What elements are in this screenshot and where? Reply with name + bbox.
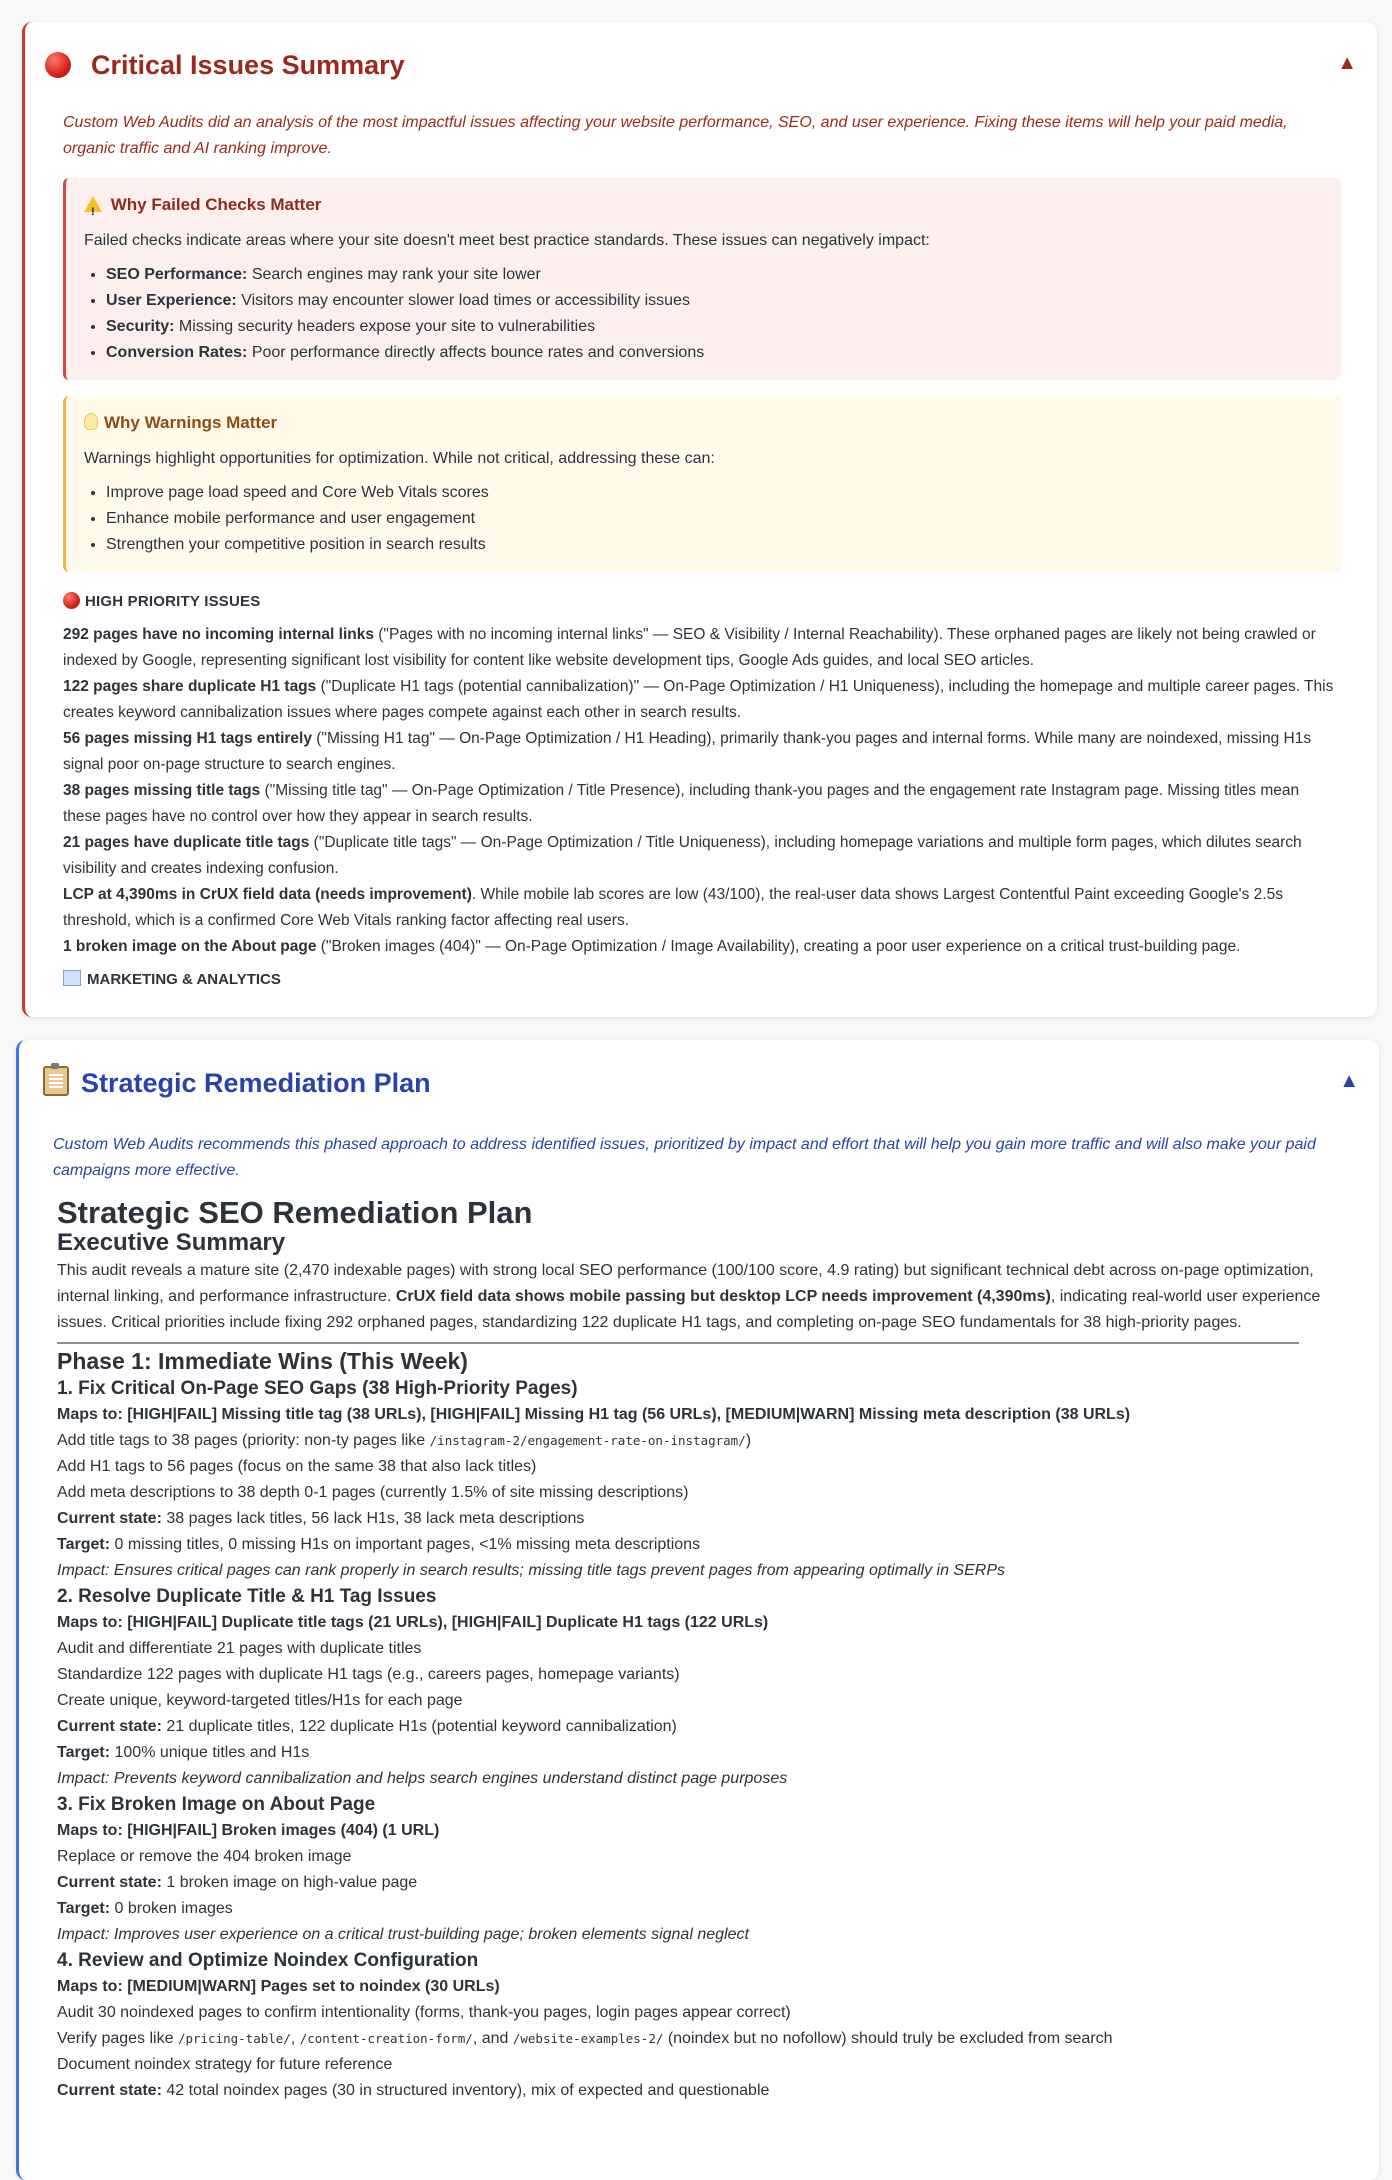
issue-detail: ("Duplicate title tags" — On-Page Optimization / Title Uniqueness), including homepage variations and multiple form pages, which dilutes search visibility and creates indexing confusion. <box>63 834 1302 877</box>
phase-1-heading: Phase 1: Immediate Wins (This Week) <box>57 1348 468 1374</box>
marketing-analytics-text: MARKETING & ANALYTICS <box>87 971 281 988</box>
action-line: Audit 30 noindexed pages to confirm intentionality (forms, thank-you pages, login pages appear correct) <box>57 2004 791 2021</box>
item-label: SEO Performance: <box>106 266 248 283</box>
action-line: Create unique, keyword-targeted titles/H1s for each page <box>57 1692 463 1709</box>
issue-headline: 1 broken image on the About page <box>63 938 317 955</box>
failed-checks-callout <box>63 178 1341 380</box>
item-text: Search engines may rank your site lower <box>251 266 541 283</box>
current-state <box>57 1714 1339 1740</box>
current-state-text: 21 duplicate titles, 122 duplicate H1s (potential keyword cannibalization) <box>161 1718 677 1735</box>
warnings-title: Why Warnings Matter <box>104 413 278 432</box>
issue-detail: ("Broken images (404)" — On-Page Optimization / Image Availability), creating a poor user experience on a critical trust-building page. <box>316 938 1241 955</box>
issue-headline: LCP at 4,390ms in CrUX field data (needs improvement) <box>63 886 472 903</box>
warnings-list <box>84 480 1323 558</box>
issue-item <box>63 934 1341 960</box>
url-code: /pricing-table/ <box>177 2031 291 2046</box>
action-line <box>57 2026 1339 2052</box>
critical-issues-title: Critical Issues Summary <box>91 50 405 80</box>
list-item <box>106 288 1323 314</box>
issue-item <box>63 882 1341 934</box>
maps-to: Maps to: [HIGH|FAIL] Broken images (404) (1 URL) <box>57 1822 440 1839</box>
list-item: • Improve page load speed and Core Web Vitals scores <box>106 480 1323 506</box>
step-3-heading: 3. Fix Broken Image on About Page <box>57 1794 376 1815</box>
current-state-text: 38 pages lack titles, 56 lack H1s, 38 lack meta descriptions <box>161 1510 585 1527</box>
item-text: Missing security headers expose your site to vulnerabilities <box>178 318 596 335</box>
current-state-label: Current state: <box>57 1874 162 1891</box>
action-line: Add H1 tags to 56 pages (focus on the same 38 that also lack titles) <box>57 1458 537 1475</box>
issue-detail: ("Missing title tag" — On-Page Optimization / Title Presence), including thank-you pages and the engagement rate Instagram page. Missing titles mean these pages have no control over how they appear in search results. <box>63 782 1300 825</box>
maps-to: Maps to: [MEDIUM|WARN] Pages set to noindex (30 URLs) <box>57 1978 500 1995</box>
item-label: User Experience: <box>106 292 237 309</box>
critical-issues-card <box>22 22 1377 1017</box>
action-line: Document noindex strategy for future reference <box>57 2056 393 2073</box>
issue-item <box>63 622 1341 674</box>
collapse-triangle-icon[interactable]: ▲ <box>1337 52 1357 74</box>
impact-text: Impact: Ensures critical pages can rank properly in search results; missing title tags prevent pages from appearing optimally in SERPs <box>57 1562 1005 1579</box>
action-text: , <box>290 2030 300 2047</box>
current-state-text: 1 broken image on high-value page <box>161 1874 418 1891</box>
item-label: Conversion Rates: <box>106 344 248 361</box>
exec-highlight: CrUX field data shows mobile passing but desktop LCP needs improvement (4,390ms) <box>395 1288 1051 1305</box>
issue-headline: 292 pages have no incoming internal links <box>63 626 374 643</box>
action-line <box>57 1428 1339 1454</box>
issue-item <box>63 726 1341 778</box>
item-label: Security: <box>106 318 175 335</box>
issue-headline: 21 pages have duplicate title tags <box>63 834 310 851</box>
url-code: /website-examples-2/ <box>512 2031 664 2046</box>
executive-summary-text <box>57 1258 1339 1336</box>
current-state-text: 42 total noindex pages (30 in structured inventory), mix of expected and questionable <box>161 2082 770 2099</box>
failed-checks-lead: Failed checks indicate areas where your site doesn't meet best practice standards. These issues can negatively impact: <box>84 232 930 249</box>
list-item: • Enhance mobile performance and user engagement <box>106 506 1323 532</box>
target-text: 100% unique titles and H1s <box>110 1744 310 1761</box>
plan-intro: Custom Web Audits recommends this phased approach to address identified issues, prioritized by impact and effort that will help you gain more traffic and will also make your paid campaigns more effective. <box>53 1136 1316 1179</box>
item-text: Poor performance directly affects bounce rates and conversions <box>251 344 705 361</box>
warnings-lead: Warnings highlight opportunities for optimization. While not critical, addressing these can: <box>84 450 715 467</box>
exec-text: This audit reveals a mature site (2,470 indexable pages) with strong local SEO performance (100/100 score, 4.9 rating) but significant technical debt across on-page optimization, internal linking, and performance infrastructure. <box>57 1262 1314 1305</box>
divider <box>57 1342 1299 1344</box>
issue-detail: ("Duplicate H1 tags (potential cannibalization)" — On-Page Optimization / H1 Uniqueness), including the homepage and multiple career pages. This creates keyword cannibalization issues where pages compete against each other in search results. <box>63 678 1334 721</box>
target-text: 0 missing titles, 0 missing H1s on important pages, <1% missing meta descriptions <box>110 1536 701 1553</box>
step-2-heading: 2. Resolve Duplicate Title & H1 Tag Issues <box>57 1586 437 1607</box>
warnings-heading <box>84 410 1323 436</box>
target-label: Target: <box>57 1900 111 1917</box>
url-code: /content-creation-form/ <box>299 2031 473 2046</box>
current-state-label: Current state: <box>57 1510 162 1527</box>
target-label: Target: <box>57 1744 111 1761</box>
plan-body <box>19 1195 1379 2104</box>
high-priority-issues <box>63 622 1341 960</box>
list-item <box>106 340 1323 366</box>
remediation-plan-header[interactable] <box>19 1040 1379 1110</box>
maps-to: Maps to: [HIGH|FAIL] Missing title tag (38 URLs), [HIGH|FAIL] Missing H1 tag (56 URLs), [MEDIUM|WARN] Missing meta description (38 URLs) <box>57 1406 1131 1423</box>
warning-icon <box>84 196 102 212</box>
step-1-heading: 1. Fix Critical On-Page SEO Gaps (38 High-Priority Pages) <box>57 1378 578 1399</box>
action-line: Replace or remove the 404 broken image <box>57 1848 352 1865</box>
current-state-label: Current state: <box>57 1718 162 1735</box>
target <box>57 1740 1339 1766</box>
step-4-heading: 4. Review and Optimize Noindex Configuration <box>57 1950 479 1971</box>
red-circle-icon <box>63 592 80 609</box>
remediation-plan-card <box>16 1040 1379 2180</box>
action-text: (noindex but no nofollow) should truly be excluded from search <box>663 2030 1113 2047</box>
impact <box>57 1922 1339 1948</box>
failed-checks-title: Why Failed Checks Matter <box>110 195 322 214</box>
exec-text: , indicating real-world user experience issues. Critical priorities include fixing 292 orphaned pages, standardizing 122 duplicate H1 tags, and completing on-page SEO fundamentals for 38 high-priority pages. <box>57 1288 1321 1331</box>
action-line: Add meta descriptions to 38 depth 0-1 pages (currently 1.5% of site missing descriptions) <box>57 1484 689 1501</box>
list-item <box>106 314 1323 340</box>
list-item: • Strengthen your competitive position in search results <box>106 532 1323 558</box>
current-state <box>57 1870 1339 1896</box>
current-state <box>57 1506 1339 1532</box>
high-priority-label <box>63 592 1341 610</box>
red-circle-icon <box>45 52 71 83</box>
current-state-label: Current state: <box>57 2082 162 2099</box>
failed-checks-heading <box>84 192 1323 218</box>
target <box>57 1532 1339 1558</box>
issue-headline: 38 pages missing title tags <box>63 782 261 799</box>
list-item <box>106 262 1323 288</box>
issue-item <box>63 674 1341 726</box>
action-text: Verify pages like <box>57 2030 178 2047</box>
issue-detail: ("Pages with no incoming internal links" — SEO & Visibility / Internal Reachability). These orphaned pages are likely not being crawled or indexed by Google, representing significant lost visibility for content like website development tips, Google Ads guides, and local SEO articles. <box>63 626 1316 669</box>
target <box>57 1896 1339 1922</box>
issue-detail: . While mobile lab scores are low (43/100), the real-user data shows Largest Contentful Paint exceeding Google's 2.5s threshold, which is a confirmed Core Web Vitals ranking factor affecting real users. <box>63 886 1283 929</box>
remediation-plan-title: Strategic Remediation Plan <box>81 1068 431 1098</box>
marketing-analytics-label <box>63 970 1341 988</box>
issue-headline: 122 pages share duplicate H1 tags <box>63 678 317 695</box>
issue-item <box>63 830 1341 882</box>
lightbulb-icon <box>84 413 98 430</box>
collapse-triangle-icon[interactable]: ▲ <box>1339 1070 1359 1092</box>
action-line: Standardize 122 pages with duplicate H1 tags (e.g., careers pages, homepage variants) <box>57 1666 680 1683</box>
action-text: Add title tags to 38 pages (priority: non-ty pages like <box>57 1432 430 1449</box>
target-label: Target: <box>57 1536 111 1553</box>
issue-headline: 56 pages missing H1 tags entirely <box>63 730 312 747</box>
impact <box>57 1766 1339 1792</box>
impact-text: Impact: Improves user experience on a critical trust-building page; broken elements signal neglect <box>57 1926 749 1943</box>
warnings-callout <box>63 396 1341 572</box>
executive-summary-heading: Executive Summary <box>57 1229 286 1256</box>
action-text: ) <box>745 1432 752 1449</box>
issue-item <box>63 778 1341 830</box>
current-state <box>57 2078 1339 2104</box>
clipboard-icon <box>43 1066 69 1101</box>
impact-text: Impact: Prevents keyword cannibalization and helps search engines understand distinct page purposes <box>57 1770 788 1787</box>
maps-to: Maps to: [HIGH|FAIL] Duplicate title tags (21 URLs), [HIGH|FAIL] Duplicate H1 tags (122 URLs) <box>57 1614 769 1631</box>
high-priority-text: HIGH PRIORITY ISSUES <box>85 593 261 610</box>
plan-heading: Strategic SEO Remediation Plan <box>57 1195 533 1230</box>
item-text: Visitors may encounter slower load times or accessibility issues <box>241 292 690 309</box>
failed-checks-list <box>84 262 1323 366</box>
impact <box>57 1558 1339 1584</box>
critical-issues-header[interactable] <box>25 22 1377 92</box>
action-text: , and <box>472 2030 513 2047</box>
target-text: 0 broken images <box>110 1900 233 1917</box>
critical-intro: Custom Web Audits did an analysis of the most impactful issues affecting your website performance, SEO, and user experience. Fixing these items will help your paid media, organic traffic and AI ranking improve. <box>63 114 1288 157</box>
bar-chart-icon <box>63 970 81 986</box>
url-code: /instagram-2/engagement-rate-on-instagram/ <box>429 1433 746 1448</box>
action-line: Audit and differentiate 21 pages with duplicate titles <box>57 1640 422 1657</box>
issue-detail: ("Missing H1 tag" — On-Page Optimization / H1 Heading), primarily thank-you pages and internal forms. While many are noindexed, missing H1s signal poor on-page structure to search engines. <box>63 730 1312 773</box>
